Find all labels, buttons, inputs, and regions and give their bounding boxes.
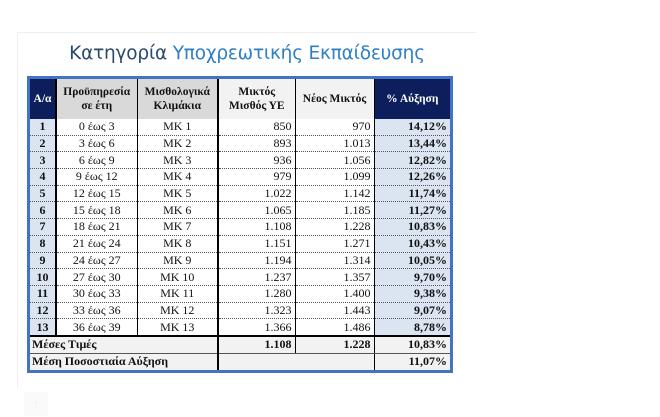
row-number: 7 bbox=[30, 219, 56, 236]
row-increase: 9,07% bbox=[374, 302, 450, 319]
row-increase: 10,05% bbox=[374, 252, 450, 269]
header-new-salary: Νέος Μικτός bbox=[295, 79, 374, 119]
row-grade: ΜΚ 7 bbox=[137, 219, 218, 236]
table-row bbox=[30, 269, 450, 286]
row-grade: ΜΚ 6 bbox=[137, 202, 218, 219]
row-new-salary: 1.400 bbox=[295, 285, 374, 302]
table-body bbox=[30, 119, 450, 336]
row-number: 2 bbox=[30, 135, 56, 152]
row-seniority: 33 έως 36 bbox=[56, 302, 137, 319]
row-seniority: 36 έως 39 bbox=[56, 319, 137, 336]
row-grade: ΜΚ 8 bbox=[137, 235, 218, 252]
row-grade: ΜΚ 3 bbox=[137, 152, 218, 169]
row-increase: 11,74% bbox=[374, 185, 450, 202]
row-new-salary: 1.486 bbox=[295, 319, 374, 336]
row-number: 11 bbox=[30, 285, 56, 302]
table-row bbox=[30, 319, 450, 336]
row-seniority: 3 έως 6 bbox=[56, 135, 137, 152]
header-increase: % Αύξηση bbox=[374, 79, 450, 119]
row-salary: 1.323 bbox=[218, 302, 295, 319]
avg-salary: 1.108 bbox=[218, 336, 295, 354]
header-grades-line1: Μισθολογικά bbox=[144, 86, 210, 98]
table-header-row bbox=[30, 79, 450, 119]
row-number: 8 bbox=[30, 235, 56, 252]
row-number: 9 bbox=[30, 252, 56, 269]
table-row bbox=[30, 285, 450, 302]
row-salary: 1.151 bbox=[218, 235, 295, 252]
row-increase: 12,82% bbox=[374, 152, 450, 169]
row-grade: ΜΚ 11 bbox=[137, 285, 218, 302]
avg-new-salary: 1.228 bbox=[295, 336, 374, 354]
row-new-salary: 1.271 bbox=[295, 235, 374, 252]
row-seniority: 6 έως 9 bbox=[56, 152, 137, 169]
row-grade: ΜΚ 1 bbox=[137, 119, 218, 135]
row-salary: 1.065 bbox=[218, 202, 295, 219]
salary-table bbox=[30, 79, 450, 370]
averages-row bbox=[30, 336, 450, 354]
title-part-1: Κατηγορία bbox=[69, 43, 173, 64]
row-seniority: 9 έως 12 bbox=[56, 169, 137, 186]
arrow-up-icon: ↑ bbox=[33, 396, 39, 411]
row-seniority: 18 έως 21 bbox=[56, 219, 137, 236]
row-salary: 1.108 bbox=[218, 219, 295, 236]
row-increase: 14,12% bbox=[374, 119, 450, 135]
row-grade: ΜΚ 2 bbox=[137, 135, 218, 152]
header-seniority bbox=[56, 79, 137, 119]
row-number: 5 bbox=[30, 185, 56, 202]
row-grade: ΜΚ 5 bbox=[137, 185, 218, 202]
header-seniority-line1: Προϋπηρεσία bbox=[63, 86, 131, 98]
row-grade: ΜΚ 12 bbox=[137, 302, 218, 319]
header-aa: Α/α bbox=[30, 79, 56, 119]
row-number: 10 bbox=[30, 269, 56, 286]
table-row bbox=[30, 219, 450, 236]
row-salary: 1.237 bbox=[218, 269, 295, 286]
row-salary: 1.280 bbox=[218, 285, 295, 302]
row-number: 12 bbox=[30, 302, 56, 319]
table-row bbox=[30, 302, 450, 319]
header-salary-line2: Μισθός ΥΕ bbox=[228, 100, 285, 112]
row-new-salary: 1.443 bbox=[295, 302, 374, 319]
row-new-salary: 1.142 bbox=[295, 185, 374, 202]
row-grade: ΜΚ 13 bbox=[137, 319, 218, 336]
table-row bbox=[30, 185, 450, 202]
row-salary: 1.022 bbox=[218, 185, 295, 202]
row-seniority: 21 έως 24 bbox=[56, 235, 137, 252]
row-new-salary: 970 bbox=[295, 119, 374, 135]
row-new-salary: 1.099 bbox=[295, 169, 374, 186]
row-new-salary: 1.185 bbox=[295, 202, 374, 219]
row-increase: 10,43% bbox=[374, 235, 450, 252]
row-seniority: 15 έως 18 bbox=[56, 202, 137, 219]
row-salary: 893 bbox=[218, 135, 295, 152]
row-increase: 11,27% bbox=[374, 202, 450, 219]
table-row bbox=[30, 119, 450, 135]
header-seniority-line2: σε έτη bbox=[81, 100, 113, 112]
header-salary bbox=[218, 79, 295, 119]
row-increase: 13,44% bbox=[374, 135, 450, 152]
page-title bbox=[18, 43, 476, 64]
header-grades bbox=[137, 79, 218, 119]
row-number: 1 bbox=[30, 119, 56, 135]
row-new-salary: 1.314 bbox=[295, 252, 374, 269]
table-row bbox=[30, 252, 450, 269]
row-grade: ΜΚ 10 bbox=[137, 269, 218, 286]
row-salary: 850 bbox=[218, 119, 295, 135]
table-row bbox=[30, 202, 450, 219]
row-seniority: 30 έως 33 bbox=[56, 285, 137, 302]
row-number: 3 bbox=[30, 152, 56, 169]
table-row bbox=[30, 152, 450, 169]
scroll-top-button[interactable] bbox=[24, 392, 48, 416]
row-salary: 1.194 bbox=[218, 252, 295, 269]
row-seniority: 0 έως 3 bbox=[56, 119, 137, 135]
salary-table-frame bbox=[27, 76, 453, 373]
row-new-salary: 1.013 bbox=[295, 135, 374, 152]
row-seniority: 12 έως 15 bbox=[56, 185, 137, 202]
header-salary-line1: Μικτός bbox=[238, 86, 276, 98]
row-number: 13 bbox=[30, 319, 56, 336]
table-row bbox=[30, 135, 450, 152]
avg-pct-row bbox=[30, 353, 450, 370]
row-seniority: 24 έως 27 bbox=[56, 252, 137, 269]
avg-pct-empty bbox=[218, 353, 374, 370]
table-row bbox=[30, 235, 450, 252]
title-part-2: Υποχρεωτικής Εκπαίδευσης bbox=[172, 43, 425, 64]
row-new-salary: 1.228 bbox=[295, 219, 374, 236]
table-row bbox=[30, 169, 450, 186]
row-new-salary: 1.357 bbox=[295, 269, 374, 286]
row-increase: 12,26% bbox=[374, 169, 450, 186]
row-new-salary: 1.056 bbox=[295, 152, 374, 169]
avg-pct-value: 11,07% bbox=[374, 353, 450, 370]
row-number: 4 bbox=[30, 169, 56, 186]
row-increase: 10,83% bbox=[374, 219, 450, 236]
row-salary: 1.366 bbox=[218, 319, 295, 336]
row-salary: 936 bbox=[218, 152, 295, 169]
row-increase: 9,38% bbox=[374, 285, 450, 302]
row-increase: 9,70% bbox=[374, 269, 450, 286]
row-salary: 979 bbox=[218, 169, 295, 186]
averages-label: Μέσες Τιμές bbox=[30, 336, 218, 354]
header-grades-line2: Κλιμάκια bbox=[153, 100, 201, 112]
row-grade: ΜΚ 4 bbox=[137, 169, 218, 186]
row-number: 6 bbox=[30, 202, 56, 219]
row-grade: ΜΚ 9 bbox=[137, 252, 218, 269]
row-seniority: 27 έως 30 bbox=[56, 269, 137, 286]
avg-increase: 10,83% bbox=[374, 336, 450, 354]
row-increase: 8,78% bbox=[374, 319, 450, 336]
avg-pct-label: Μέση Ποσοστιαία Αύξηση bbox=[30, 353, 218, 370]
